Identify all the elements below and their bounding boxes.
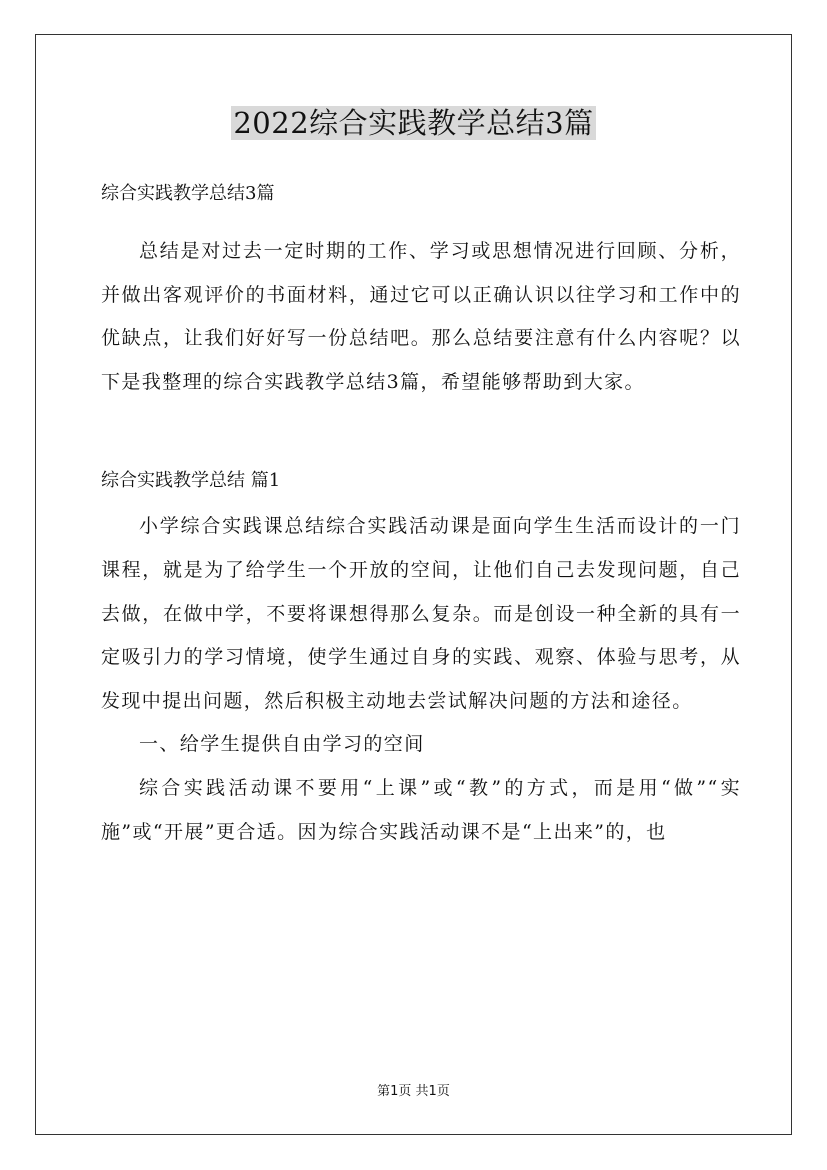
document-body: [101, 178, 741, 854]
page-number-label: 第1页 共1页: [377, 1084, 450, 1099]
section-paragraph: 小学综合实践课总结综合实践活动课是面向学生生活而设计的一门课程，就是为了给学生一个开放的空间，让他们自己去发现问题，自己去做，在做中学，不要将课想得那么复杂。而是创设一种全新的具有一定吸引力的学习情境，使学生通过自身的实践、观察、体验与思考，从发现中提出问题，然后积极主动地去尝试解决问题的方法和途径。: [101, 515, 741, 712]
section-heading: 综合实践教学总结 篇1: [101, 470, 281, 492]
section-point-heading: 一、给学生提供自由学习的空间: [139, 733, 425, 756]
document-subtitle: 综合实践教学总结3篇: [101, 183, 275, 204]
document-title-text: 2022综合实践教学总结3篇: [233, 106, 594, 140]
intro-paragraph: 总结是对过去一定时期的工作、学习或思想情况进行回顾、分析，并做出客观评价的书面材料，通过它可以正确认识以往学习和工作中的优缺点，让我们好好写一份总结吧。那么总结要注意有什么内容呢？以下是我整理的综合实践教学总结3篇，希望能够帮助到大家。: [101, 240, 741, 393]
page-footer: [0, 1083, 827, 1101]
document-title: [0, 103, 827, 143]
section-paragraph-2: 综合实践活动课不要用“上课”或“教”的方式，而是用“做”“实施”或“开展”更合适。因为综合实践活动课不是“上出来”的，也: [101, 776, 741, 843]
